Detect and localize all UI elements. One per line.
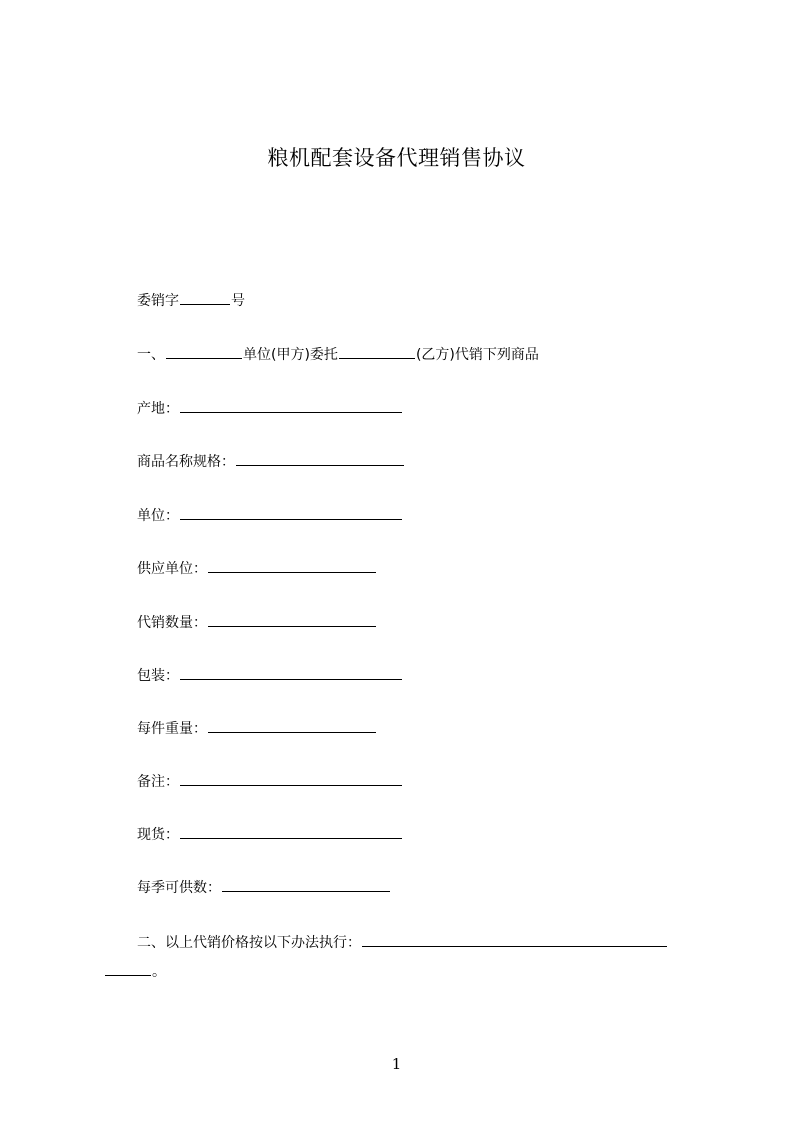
- field-remarks: [137, 771, 403, 792]
- field-blank: [208, 558, 376, 573]
- clause-2-text: 二、以上代销价格按以下办法执行：: [137, 935, 361, 951]
- field-label: 现货：: [137, 827, 179, 843]
- field-label: 单位：: [137, 508, 179, 524]
- field-supplier: [137, 558, 377, 579]
- field-blank: [208, 612, 376, 627]
- field-label: 供应单位：: [137, 561, 207, 577]
- clause-2-line: [137, 932, 668, 953]
- field-blank: [180, 665, 402, 680]
- pricing-method-blank-continued: [105, 961, 151, 976]
- field-blank: [208, 718, 376, 733]
- field-label: 每季可供数：: [137, 880, 221, 896]
- field-blank: [180, 398, 402, 413]
- field-label: 商品名称规格：: [137, 454, 235, 470]
- field-label: 代销数量：: [137, 615, 207, 631]
- document-title: 粮机配套设备代理销售协议: [267, 146, 526, 170]
- field-packaging: [137, 665, 403, 686]
- party-b-blank: [339, 344, 415, 359]
- party-a-blank: [166, 344, 242, 359]
- reference-number-blank: [180, 290, 230, 305]
- clause-1-suffix: (乙方)代销下列商品: [415, 347, 539, 363]
- clause-1-prefix: 一、: [137, 347, 165, 363]
- pricing-method-blank: [362, 932, 667, 947]
- field-product-spec: [137, 451, 405, 472]
- field-weight-per-piece: [137, 718, 377, 739]
- clause-2-end: 。: [152, 964, 166, 980]
- field-label: 包装：: [137, 668, 179, 684]
- field-blank: [180, 771, 402, 786]
- field-in-stock: [137, 824, 403, 845]
- field-label: 每件重量：: [137, 721, 207, 737]
- clause-1-middle: 单位(甲方)委托: [243, 347, 338, 363]
- reference-number-line: [137, 290, 245, 311]
- field-blank: [222, 877, 390, 892]
- field-label: 备注：: [137, 774, 179, 790]
- clause-1-line: [137, 344, 539, 365]
- reference-suffix: 号: [231, 293, 245, 309]
- field-unit: [137, 505, 403, 526]
- field-label: 产地：: [137, 401, 179, 417]
- field-consignment-quantity: [137, 612, 377, 633]
- reference-prefix: 委销字: [137, 293, 179, 309]
- field-blank: [236, 451, 404, 466]
- page-number: 1: [391, 1055, 402, 1073]
- field-quarterly-supply: [137, 877, 391, 898]
- clause-2-continuation: [104, 961, 166, 982]
- field-origin: [137, 398, 403, 419]
- field-blank: [180, 505, 402, 520]
- field-blank: [180, 824, 402, 839]
